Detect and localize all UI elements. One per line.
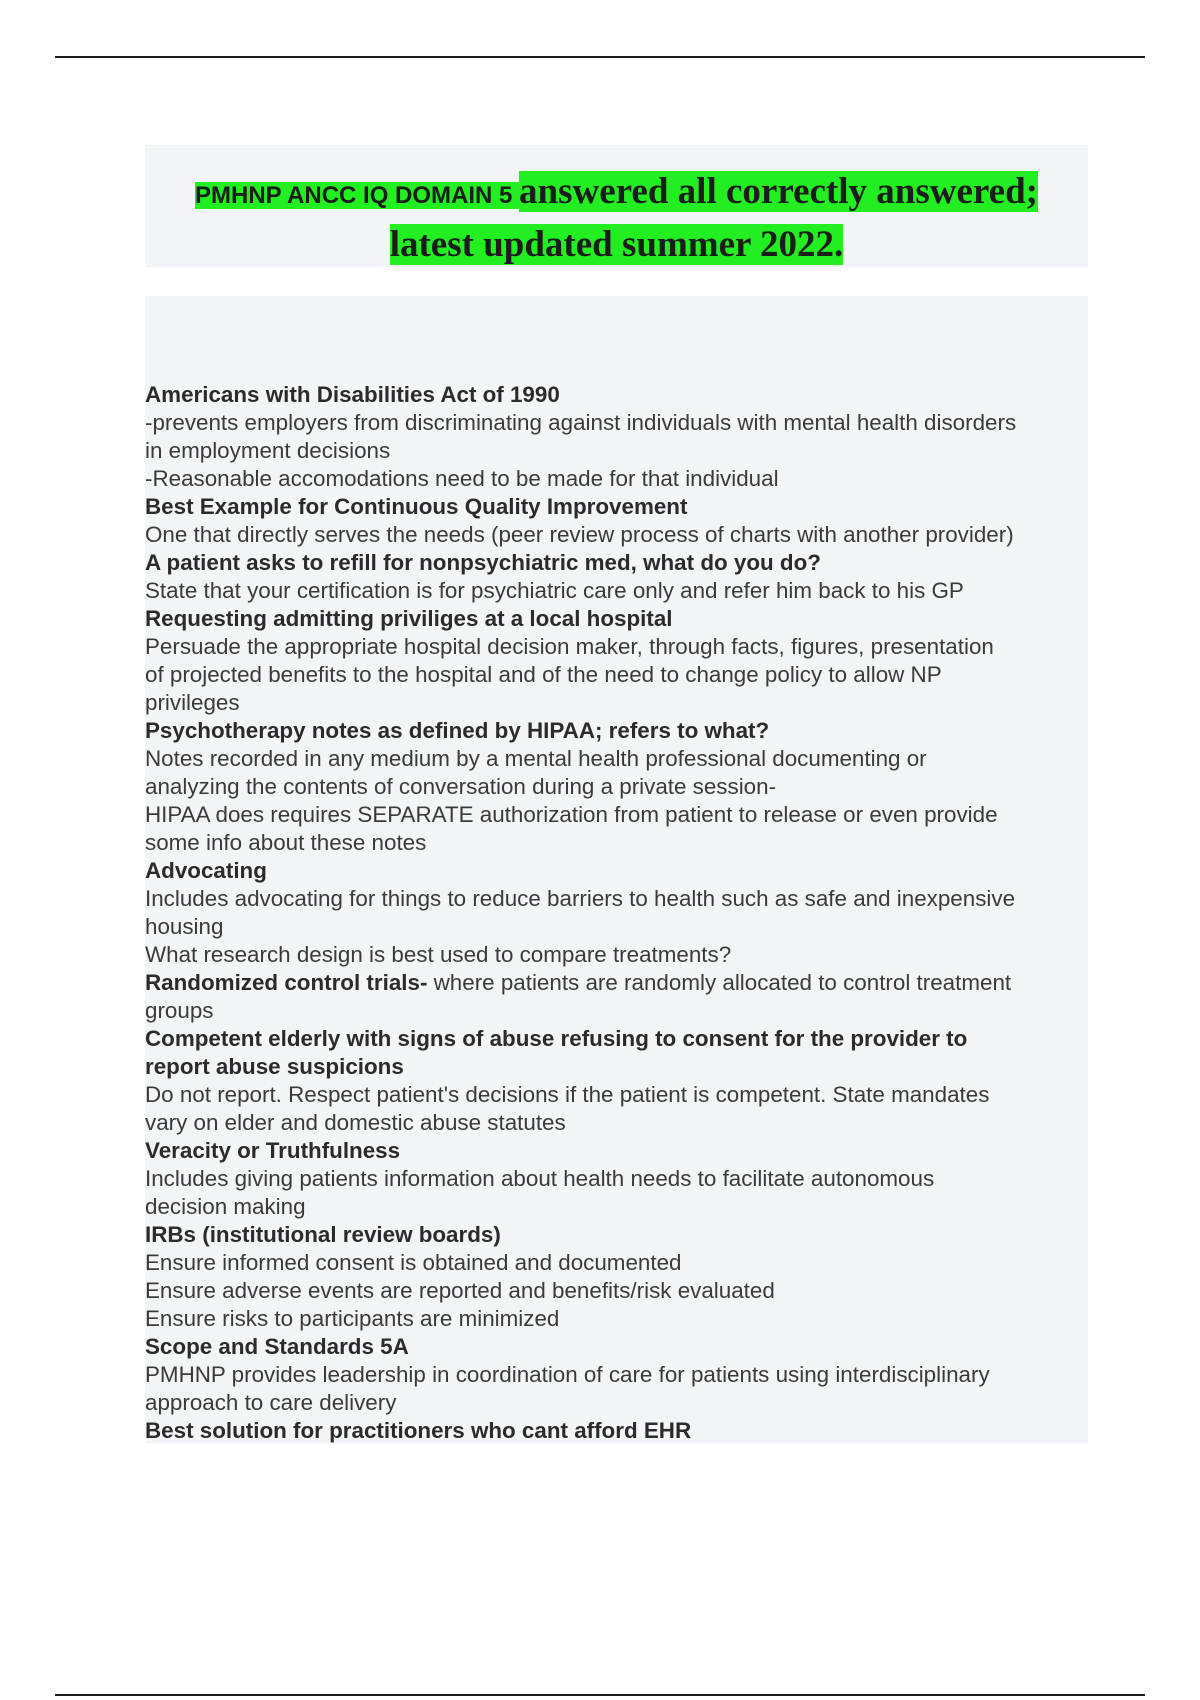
- answer-line: Ensure adverse events are reported and benefits/risk evaluated: [145, 1278, 775, 1303]
- answer-line: Notes recorded in any medium by a mental health professional documenting or: [145, 746, 927, 771]
- answer-line: vary on elder and domestic abuse statutes: [145, 1110, 566, 1135]
- qa-entry: [145, 549, 1088, 605]
- answer-line: Do not report. Respect patient's decisions if the patient is competent. State mandates: [145, 1082, 990, 1107]
- answer-line: analyzing the contents of conversation during a private session-: [145, 774, 777, 799]
- question: report abuse suspicions: [145, 1054, 404, 1079]
- answer-line: privileges: [145, 690, 240, 715]
- answer-line: -Reasonable accomodations need to be made for that individual: [145, 466, 779, 491]
- answer-line: Ensure informed consent is obtained and documented: [145, 1250, 682, 1275]
- qa-entry: [145, 857, 1088, 969]
- question: Americans with Disabilities Act of 1990: [145, 382, 560, 407]
- question: Best Example for Continuous Quality Improvement: [145, 494, 688, 519]
- qa-entry: [145, 1137, 1088, 1221]
- footer-rule: [55, 1694, 1145, 1696]
- title-sans-part: PMHNP ANCC IQ DOMAIN 5: [195, 182, 520, 209]
- qa-content: [145, 296, 1088, 1443]
- answer-line: [145, 969, 1088, 997]
- qa-entry: [145, 717, 1088, 857]
- qa-entry: [145, 1417, 1088, 1445]
- answer-line: in employment decisions: [145, 438, 391, 463]
- answer-line: decision making: [145, 1194, 306, 1219]
- qa-entry: [145, 969, 1088, 1025]
- qa-entry: [145, 1221, 1088, 1333]
- question: Veracity or Truthfulness: [145, 1138, 401, 1163]
- answer-line: some info about these notes: [145, 830, 427, 855]
- qa-entry: [145, 493, 1088, 549]
- header-rule: [55, 56, 1145, 58]
- answer-line: of projected benefits to the hospital and of the need to change policy to allow NP: [145, 662, 942, 687]
- question: Advocating: [145, 858, 267, 883]
- question: IRBs (institutional review boards): [145, 1222, 501, 1247]
- answer-line: Ensure risks to participants are minimized: [145, 1306, 560, 1331]
- answer-line: PMHNP provides leadership in coordination of care for patients using interdisciplinary: [145, 1362, 990, 1387]
- qa-entry: [145, 1333, 1088, 1417]
- question: Psychotherapy notes as defined by HIPAA; refers to what?: [145, 718, 770, 743]
- answer-bold-prefix: Randomized control trials-: [145, 970, 428, 995]
- answer-line: approach to care delivery: [145, 1390, 397, 1415]
- answer-line: -prevents employers from discriminating against individuals with mental health disorders: [145, 410, 1017, 435]
- title-serif-part-1: answered all correctly answered;: [519, 171, 1038, 212]
- answer-text: where patients are randomly allocated to control treatment: [427, 970, 1012, 995]
- question: A patient asks to refill for nonpsychiatric med, what do you do?: [145, 550, 821, 575]
- answer-line: Includes giving patients information about health needs to facilitate autonomous: [145, 1166, 935, 1191]
- qa-entry: [145, 605, 1088, 717]
- answer-line: Includes advocating for things to reduce barriers to health such as safe and inexpensive: [145, 886, 1016, 911]
- answer-line: One that directly serves the needs (peer review process of charts with another provider): [145, 522, 1014, 547]
- title-serif-part-2: latest updated summer 2022.: [389, 224, 844, 265]
- title-line-1: [145, 169, 1088, 222]
- answer-line: groups: [145, 998, 214, 1023]
- answer-line: housing: [145, 914, 224, 939]
- answer-line: HIPAA does requires SEPARATE authorization from patient to release or even provide: [145, 802, 998, 827]
- answer-line: Persuade the appropriate hospital decision maker, through facts, figures, presentation: [145, 634, 994, 659]
- question: Requesting admitting priviliges at a local hospital: [145, 606, 673, 631]
- title-block: [145, 145, 1088, 267]
- title-line-2: [145, 222, 1088, 275]
- qa-entry: [145, 381, 1088, 493]
- question: Best solution for practitioners who cant afford EHR: [145, 1418, 692, 1443]
- question: Scope and Standards 5A: [145, 1334, 409, 1359]
- answer-line: What research design is best used to compare treatments?: [145, 942, 732, 967]
- answer-line: State that your certification is for psychiatric care only and refer him back to his GP: [145, 578, 964, 603]
- qa-entry: [145, 1025, 1088, 1137]
- question: Competent elderly with signs of abuse refusing to consent for the provider to: [145, 1026, 968, 1051]
